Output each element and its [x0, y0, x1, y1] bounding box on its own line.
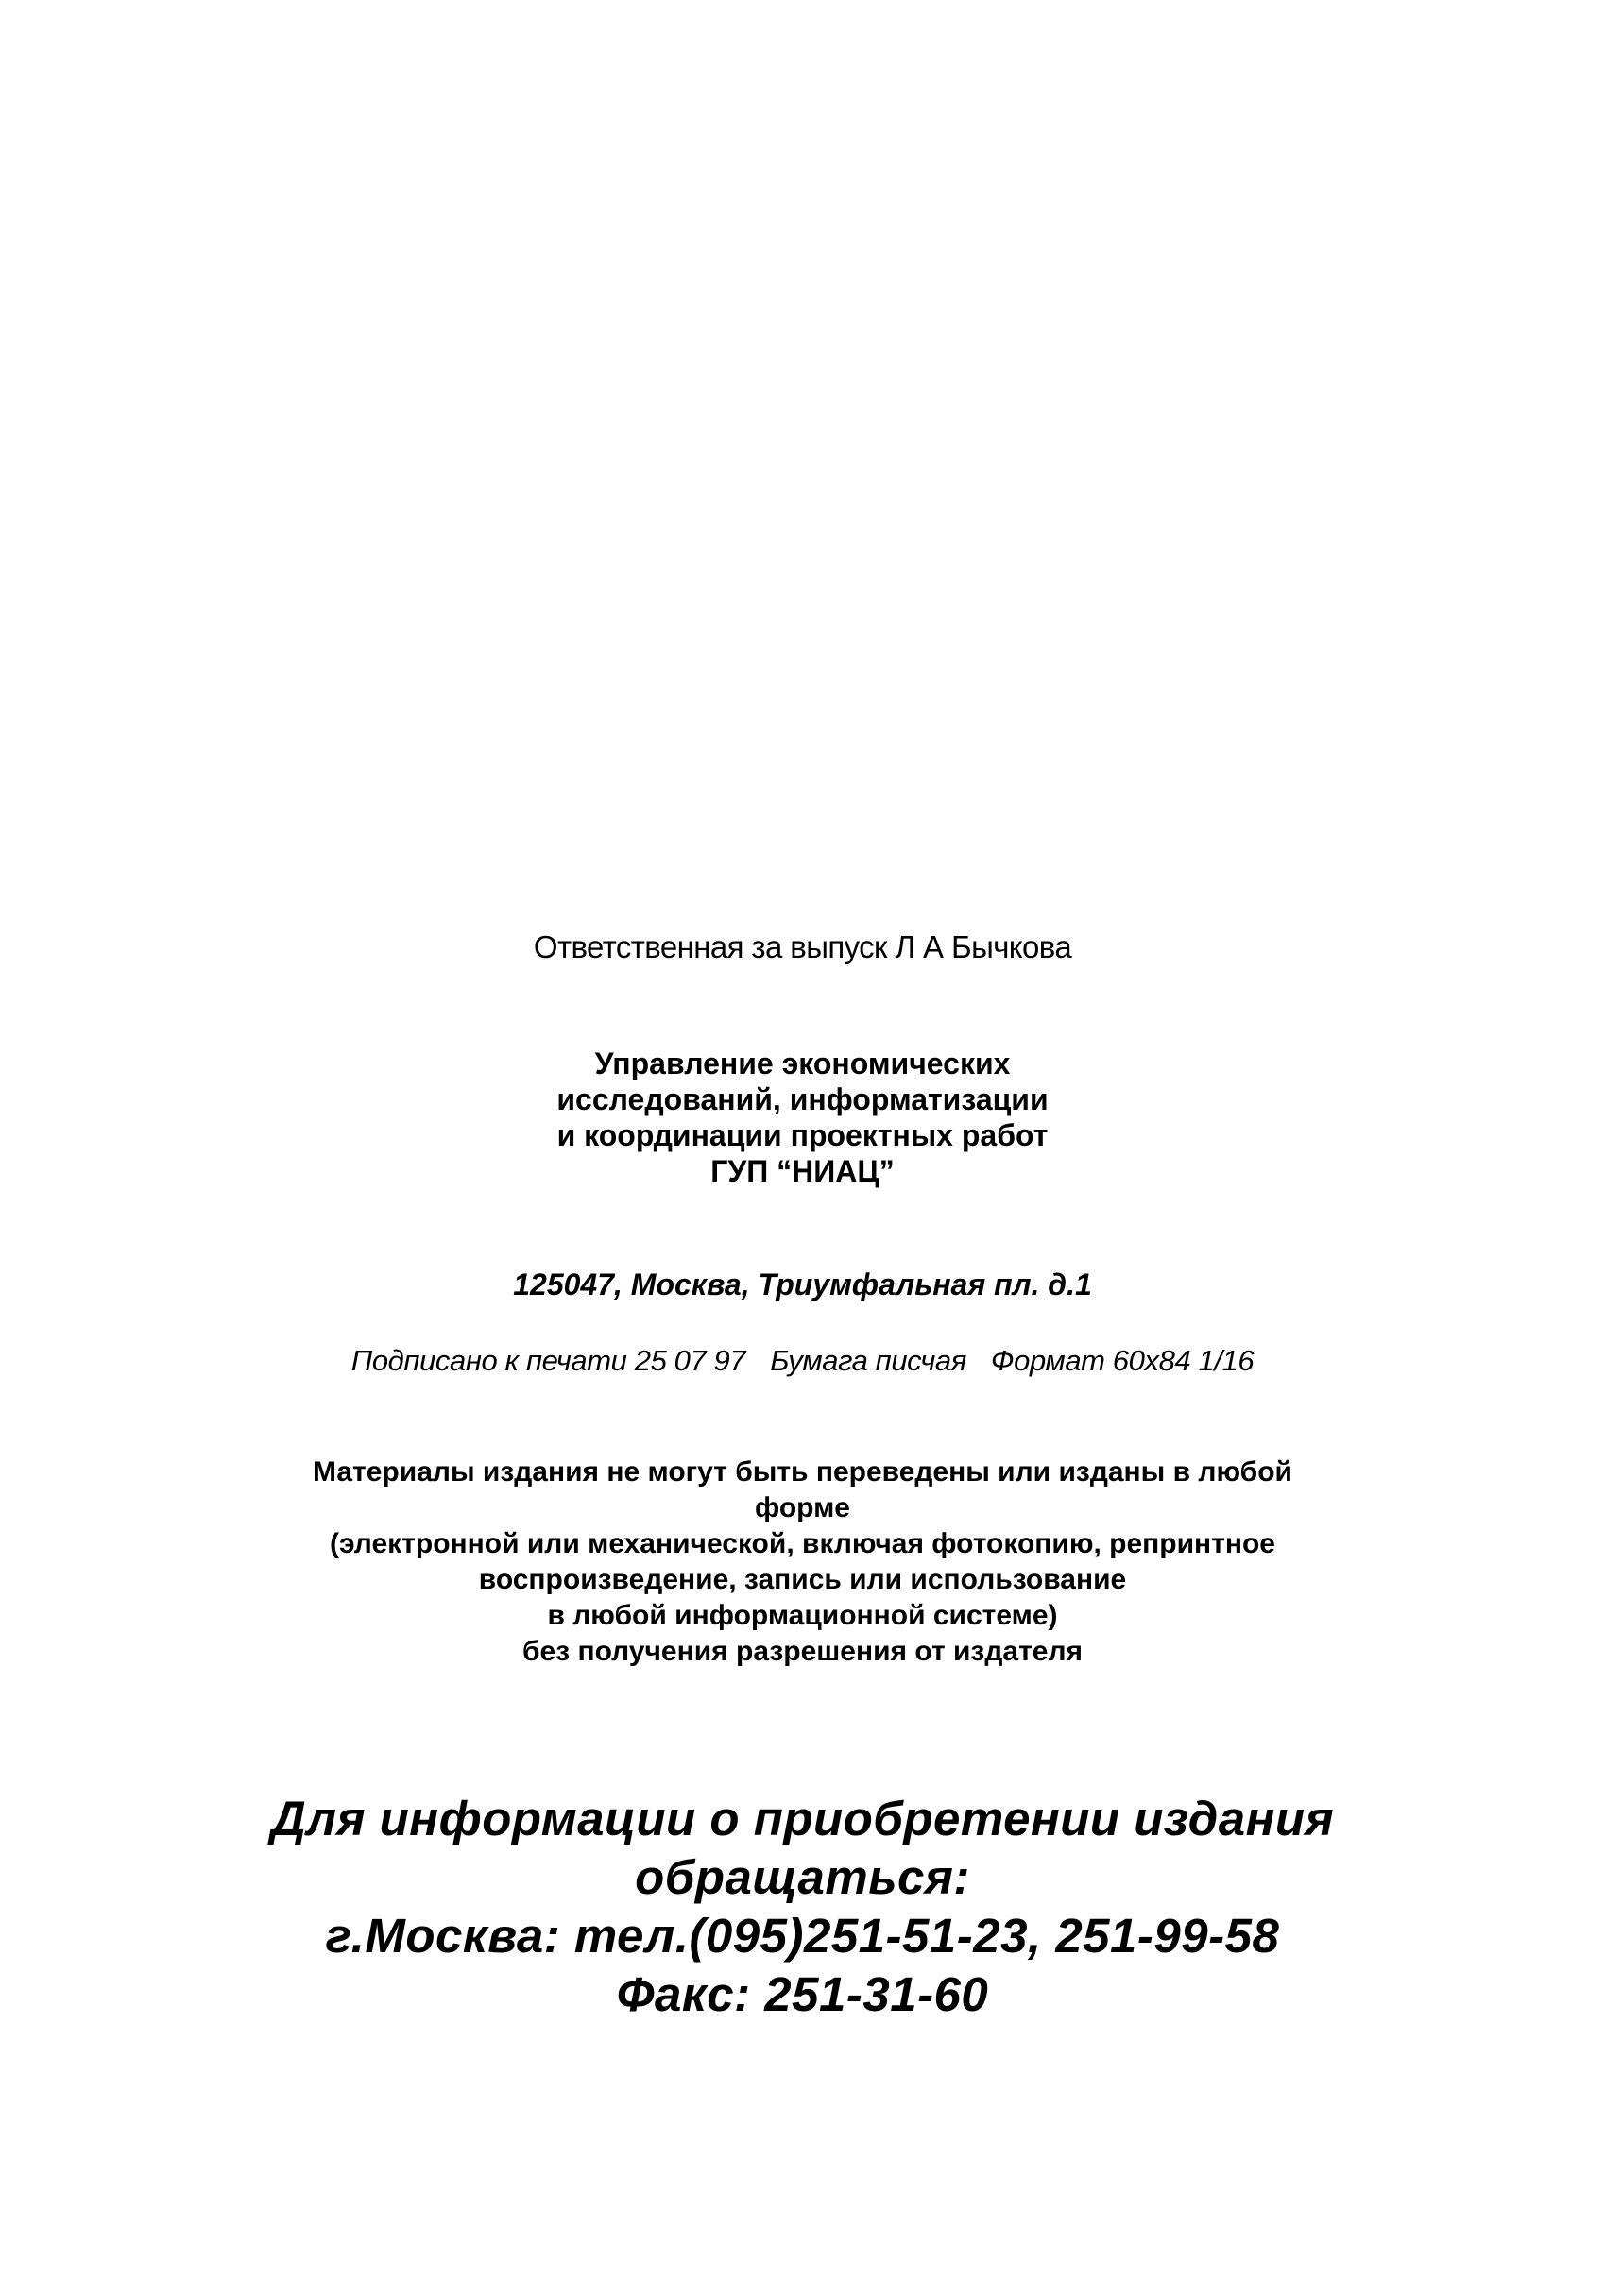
- address-text: 125047, Москва, Триумфальная пл. д.1: [513, 1267, 1092, 1301]
- purchase-contact-info: [0, 1790, 1605, 2024]
- print-details: [0, 1342, 1605, 1380]
- contact-phone-line: г.Москва: тел.(095)251-51-23, 251-99-58: [325, 1909, 1280, 1963]
- signed-for-print: Подписано к печати 25 07 97: [350, 1344, 746, 1377]
- paper-type: Бумага писчая: [770, 1344, 966, 1377]
- copyright-line: Материалы издания не могут быть переведены или изданы в любой: [313, 1456, 1292, 1488]
- paper-format: Формат 60х84 1/16: [990, 1344, 1255, 1377]
- publisher-department: [0, 1046, 1605, 1189]
- responsible-editor-text: Ответственная за выпуск Л А Бычкова: [533, 929, 1072, 964]
- copyright-line: воспроизведение, запись или использование: [478, 1564, 1127, 1595]
- contact-fax-line: Факс: 251-31-60: [616, 1967, 989, 2021]
- contact-line: обращаться:: [635, 1850, 970, 1904]
- department-line: Управление экономических: [594, 1046, 1011, 1080]
- contact-line: Для информации о приобретении издания: [270, 1792, 1335, 1845]
- department-line: исследований, информатизации: [556, 1082, 1049, 1116]
- copyright-line: в любой информационной системе): [547, 1600, 1058, 1631]
- print-details-line: [0, 1342, 1605, 1380]
- copyright-notice: [0, 1454, 1605, 1670]
- copyright-line: без получения разрешения от издателя: [521, 1636, 1084, 1667]
- department-line: и координации проектных работ: [556, 1118, 1049, 1152]
- responsible-editor: [0, 928, 1605, 966]
- copyright-line: форме: [755, 1492, 850, 1523]
- copyright-line: (электронной или механической, включая фотокопию, репринтное: [330, 1528, 1275, 1559]
- publisher-address: [0, 1266, 1605, 1303]
- department-line: ГУП “НИАЦ”: [710, 1154, 895, 1188]
